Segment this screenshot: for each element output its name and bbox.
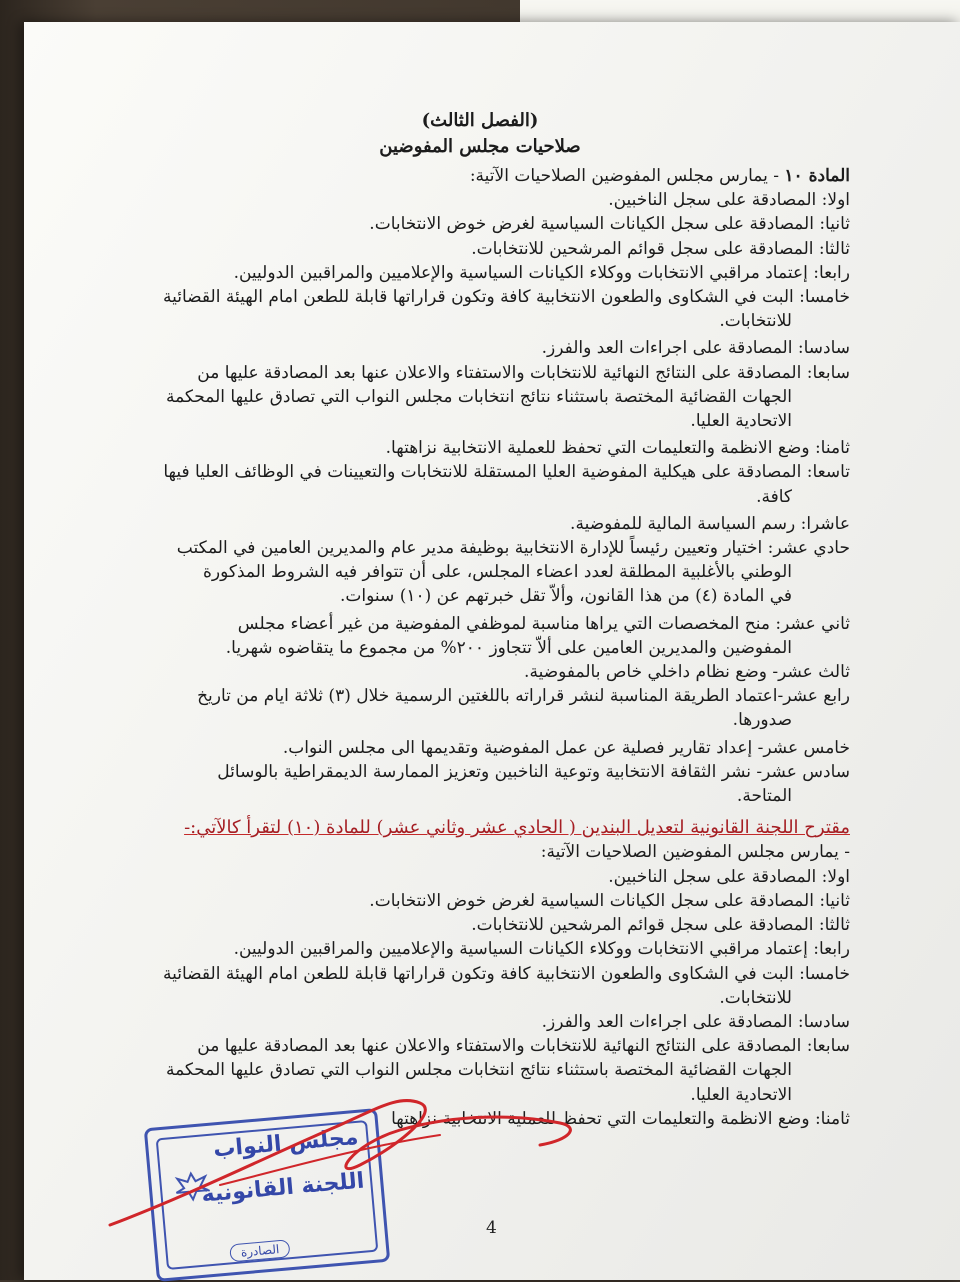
page-number: 4: [486, 1218, 497, 1238]
proposal-item: رابعا: إعتماد مراقبي الانتخابات ووكلاء الكيانات السياسية والإعلاميين والمراقبين الدوليين.: [233, 939, 850, 960]
stamp-text-committee: اللجنة القانونية: [200, 1168, 366, 1208]
article-item: تاسعا: المصادقة على هيكلية المفوضية العليا المستقلة للانتخابات والتعيينات في الوظائف العليا فيها: [163, 462, 850, 483]
chapter-title: صلاحيات مجلس المفوضين: [379, 136, 581, 157]
article-item: عاشرا: رسم السياسة المالية للمفوضية.: [570, 513, 850, 534]
article-item-continuation: المفوضين والمديرين العامين على ألاّ تتجاوز ٢٠٠% من مجموع ما يتقاضوه شهريا.: [225, 637, 792, 658]
proposal-item-continuation: الجهات القضائية المختصة باستثناء نتائج انتخابات مجلس النواب التي تصادق عليها المحكمة: [165, 1060, 792, 1081]
proposal-item: ثانيا: المصادقة على سجل الكيانات السياسية لغرض خوض الانتخابات.: [369, 890, 850, 911]
document-text: [110, 92, 850, 1131]
article-item: اولا: المصادقة على سجل الناخبين.: [608, 190, 850, 211]
article-intro: - يمارس مجلس المفوضين الصلاحيات الآتية:: [469, 166, 785, 186]
proposal-item: ثامنا: وضع الانظمة والتعليمات التي تحفظ للعملية الانتخابية نزاهتها: [391, 1108, 850, 1129]
article-item-continuation: الوطني بالأغلبية المطلقة لعدد اعضاء المجلس، على أن تتوافر فيه الشروط المذكورة: [202, 562, 792, 583]
article-label: المادة ١٠: [784, 166, 850, 186]
article-item: خامسا: البت في الشكاوى والطعون الانتخابية كافة وتكون قراراتها قابلة للطعن امام الهيئة القضائية: [163, 287, 850, 308]
proposal-item-continuation: للانتخابات.: [719, 987, 792, 1008]
eagle-emblem-icon: [171, 1168, 214, 1203]
proposal-item: سابعا: المصادقة على النتائج النهائية للانتخابات والاستفتاء والاعلان عنها بعد المصادقة عليها من: [197, 1036, 850, 1057]
article-item: ثالث عشر- وضع نظام داخلي خاص بالمفوضية.: [524, 662, 850, 683]
proposal-heading: مقترح اللجنة القانونية لتعديل البندين ( الحادي عشر وثاني عشر) للمادة (١٠) لتقرأ كالآتي:-: [184, 817, 850, 839]
article-item: سادسا: المصادقة على اجراءات العد والفرز.: [541, 338, 850, 359]
chapter-number: (الفصل الثالث): [421, 110, 539, 131]
article-item: خامس عشر- إعداد تقارير فصلية عن عمل المفوضية وتقديمها الى مجلس النواب.: [282, 737, 850, 758]
article-items: [110, 188, 850, 808]
article-item: سابعا: المصادقة على النتائج النهائية للانتخابات والاستفتاء والاعلان عنها بعد المصادقة عليها من: [197, 362, 850, 383]
article-item-continuation: كافة.: [756, 486, 792, 507]
proposal-item-continuation: الاتحادية العليا.: [690, 1084, 792, 1105]
committee-stamp: [144, 1108, 391, 1282]
article-item-continuation: في المادة (٤) من هذا القانون، وألاّ تقل خبرتهم عن (١٠) سنوات.: [340, 586, 792, 607]
proposal-item: اولا: المصادقة على سجل الناخبين.: [608, 866, 850, 887]
stamp-text-outgoing: الصادرة: [229, 1239, 291, 1262]
article-item: رابعا: إعتماد مراقبي الانتخابات ووكلاء الكيانات السياسية والإعلاميين والمراقبين الدوليين.: [233, 262, 850, 283]
article-item: رابع عشر-اعتماد الطريقة المناسبة لنشر قراراته باللغتين الرسمية خلال (٣) ثلاثة ايام من تاريخ: [197, 686, 850, 707]
article-item: ثانيا: المصادقة على سجل الكيانات السياسية لغرض خوض الانتخابات.: [369, 214, 850, 235]
proposal-item: ثالثا: المصادقة على سجل قوائم المرشحين للانتخابات.: [471, 915, 850, 936]
article-item: ثالثا: المصادقة على سجل قوائم المرشحين للانتخابات.: [471, 238, 850, 259]
article-item: ثاني عشر: منح المخصصات التي يراها مناسبة لموظفي المفوضية من غير أعضاء مجلس: [237, 613, 850, 634]
article-item: ثامنا: وضع الانظمة والتعليمات التي تحفظ للعملية الانتخابية نزاهتها.: [385, 438, 850, 459]
proposal-item: خامسا: البت في الشكاوى والطعون الانتخابية كافة وتكون قراراتها قابلة للطعن امام الهيئة القضائية: [163, 963, 850, 984]
article-item: سادس عشر- نشر الثقافة الانتخابية وتوعية الناخبين وتعزيز الممارسة الديمقراطية بالوسائل: [217, 761, 850, 782]
proposal-item: سادسا: المصادقة على اجراءات العد والفرز.: [541, 1011, 850, 1032]
article-item-continuation: الجهات القضائية المختصة باستثناء نتائج انتخابات مجلس النواب التي تصادق عليها المحكمة: [165, 386, 792, 407]
article-item: حادي عشر: اختيار وتعيين رئيساً للإدارة الانتخابية بوظيفة مدير عام والمديرين العامين في المكتب: [176, 538, 850, 559]
article-heading: [110, 164, 850, 188]
article-item-continuation: المتاحة.: [736, 786, 792, 807]
article-item-continuation: للانتخابات.: [719, 311, 792, 332]
proposal-intro: - يمارس مجلس المفوضين الصلاحيات الآتية:: [540, 842, 850, 863]
proposal-items: [110, 865, 850, 1131]
article-item-continuation: صدورها.: [732, 710, 792, 731]
stamp-text-parliament: مجلس النواب: [212, 1124, 360, 1163]
article-item-continuation: الاتحادية العليا.: [690, 411, 792, 432]
